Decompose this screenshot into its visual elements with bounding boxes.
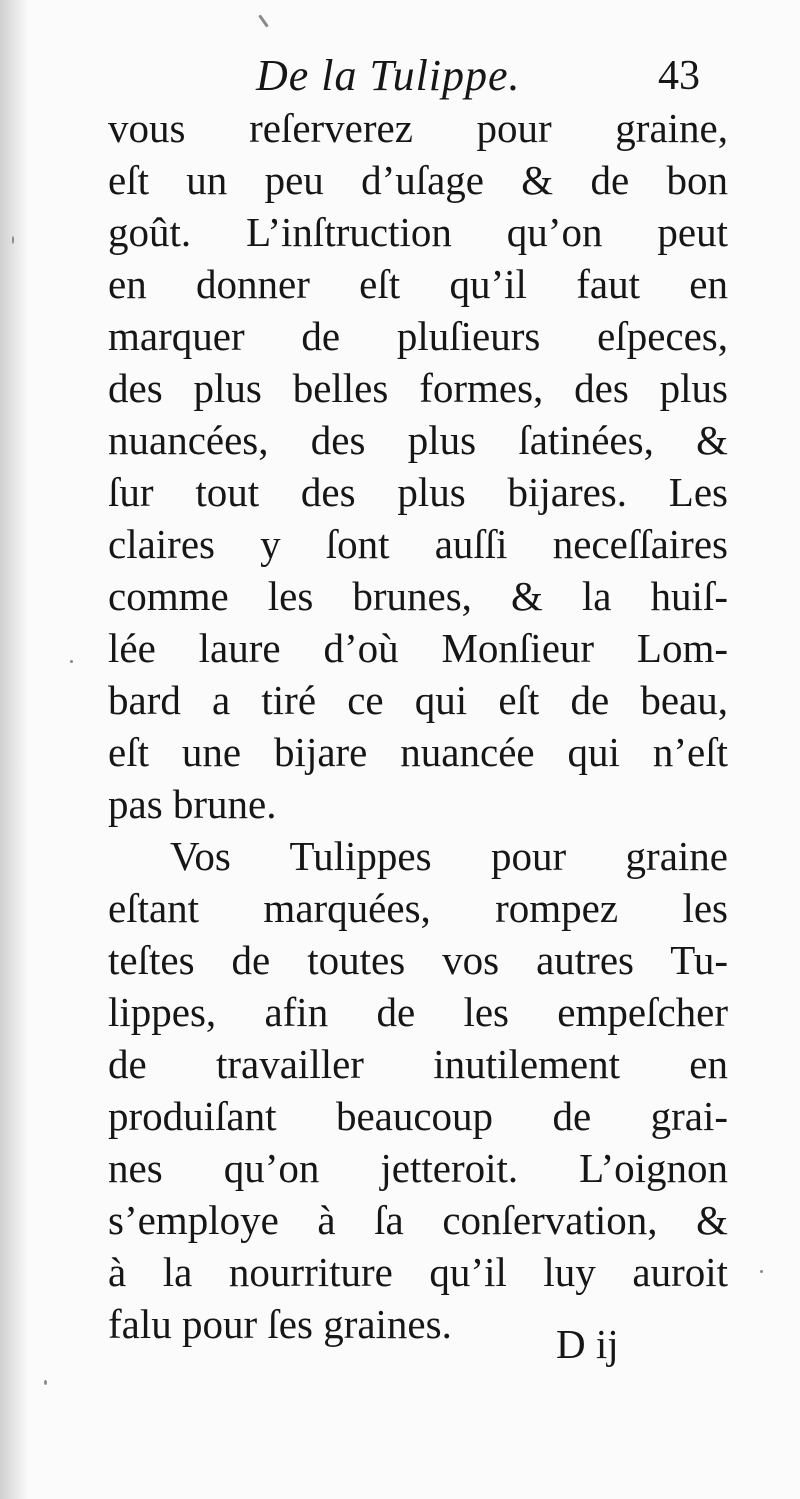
- text-line: goût. L’inſtruction qu’on peut: [108, 209, 728, 255]
- paper-speck: [70, 660, 73, 663]
- paper-speck: [258, 14, 268, 27]
- text-line: comme les brunes, & la huiſ-: [108, 573, 728, 619]
- text-line: pas brune.: [108, 781, 277, 827]
- paragraph-1: [108, 102, 728, 830]
- text-line: eſt une bijare nuancée qui n’eſt: [108, 729, 728, 775]
- page-header: [0, 44, 800, 104]
- paper-speck: [760, 1270, 763, 1273]
- paragraph-2: [108, 830, 728, 1350]
- text-line: à la nourriture qu’il luy auroit: [108, 1249, 728, 1295]
- text-line: nuancées, des plus ſatinées, &: [108, 417, 728, 463]
- text-line: teſtes de toutes vos autres Tu-: [108, 937, 728, 983]
- text-line: ſur tout des plus bijares. Les: [108, 469, 728, 515]
- text-line: marquer de pluſieurs eſpeces,: [108, 313, 728, 359]
- signature-mark: D ij: [556, 1321, 619, 1367]
- text-line: lée laure d’où Monſieur Lom-: [108, 625, 728, 671]
- paper-speck: [44, 1380, 47, 1385]
- text-line: eſt un peu d’uſage & de bon: [108, 157, 728, 203]
- text-line: des plus belles formes, des plus: [108, 365, 728, 411]
- body-text: [108, 102, 728, 1350]
- page-edge-shadow: [0, 0, 28, 1499]
- text-line: nes qu’on jetteroit. L’oignon: [108, 1145, 728, 1191]
- text-line: bard a tiré ce qui eſt de beau,: [108, 677, 728, 723]
- page-number: 43: [658, 53, 700, 99]
- text-line: produiſant beaucoup de grai-: [108, 1093, 728, 1139]
- text-line: lippes, afin de les empeſcher: [108, 989, 728, 1035]
- text-line: falu pour ſes graines.: [108, 1301, 452, 1347]
- text-line: claires y ſont auſſi neceſſaires: [108, 521, 728, 567]
- text-line: s’employe à ſa conſervation, &: [108, 1197, 728, 1243]
- text-line: de travailler inutilement en: [108, 1041, 728, 1087]
- running-title: De la Tulippe.: [256, 51, 521, 100]
- text-line: eſtant marquées, rompez les: [108, 885, 728, 931]
- text-line: vous reſerverez pour graine,: [108, 105, 728, 151]
- text-line: en donner eſt qu’il faut en: [108, 261, 728, 307]
- text-line: Vos Tulippes pour graine: [170, 833, 728, 879]
- paper-speck: [12, 236, 14, 244]
